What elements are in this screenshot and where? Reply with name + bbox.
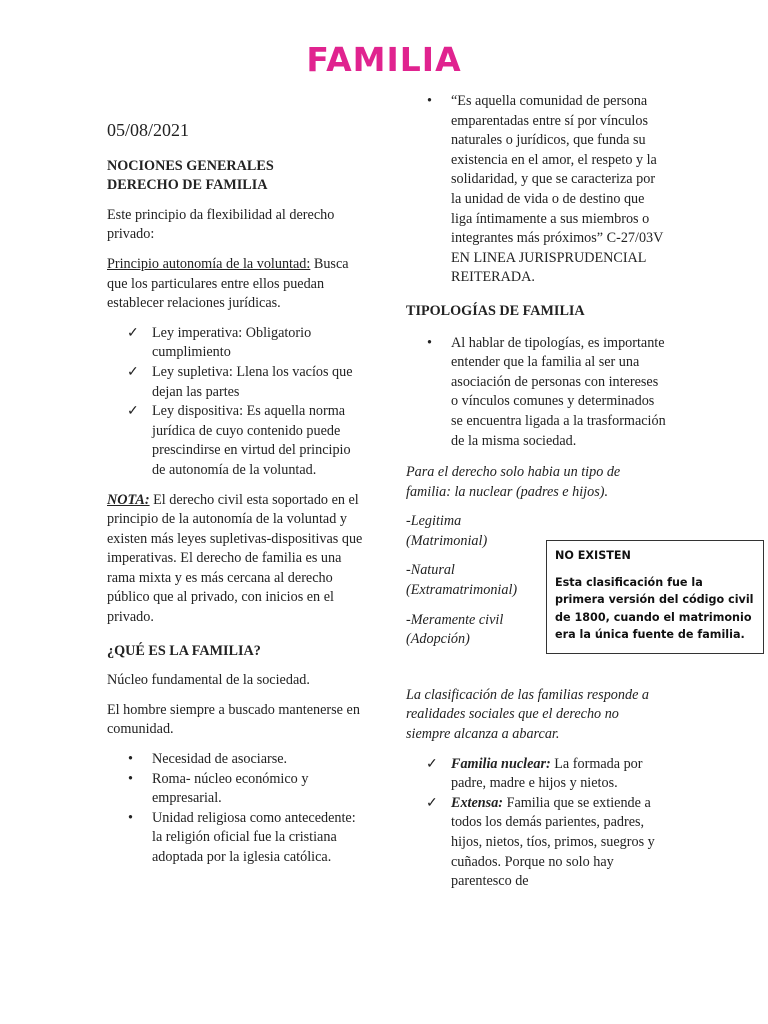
note-box-text: Esta clasificación fue la primera versión del código civil de 1800, cuando el matrimonio era la única fuente de familia. [555,575,754,641]
bullet-icon: • [427,334,432,351]
bullet-icon: • [128,809,133,826]
heading-line-2: DERECHO DE FAMILIA [107,177,268,194]
check-icon: ✓ [127,364,139,380]
list-item-text: Familia que se extiende a todos los demás parientes, padres, hijos, nietos, tíos, primos, suegros y cuñados. Porque no solo hay parentesco de [451,794,655,890]
note-box-title: NO EXISTEN [555,549,631,562]
familia-bullets [107,750,367,868]
type-legitima: -Legitima (Matrimonial) [406,513,488,549]
list-item [107,809,367,868]
list-item [406,755,668,794]
nota-label: NOTA: [107,491,150,508]
family-check-list [406,755,668,892]
section-heading-nociones [107,157,367,196]
section-heading-tipologias: TIPOLOGÍAS DE FAMILIA [406,302,585,319]
paragraph-flexibilidad: Este principio da flexibilidad al derecho privado: [107,206,335,243]
check-icon: ✓ [127,325,139,341]
list-item-text: Roma- núcleo económico y empresarial. [152,770,309,807]
list-item-text: Ley supletiva: Llena los vacíos que dejan las partes [152,363,353,400]
note-box [546,540,764,654]
bullet-icon: • [427,93,432,109]
quote-text: “Es aquella comunidad de persona emparentadas entre sí por vínculos naturales o jurídicos, que funda su existencia en el amor, el respeto y la solidaridad, y que se caracteriza por la unidad de vida o de destino que liga íntimamente a sus miembros o integrantes más próximos” C-27/03V EN LINEA JURISPRUDENCIAL REITERADA. [451,93,664,286]
list-item-text: Unidad religiosa como antecedente: la religión oficial fue la cristiana adoptada por la iglesia católica. [152,809,356,865]
list-item-text: La formada por padre, madre e hijos y nietos. [451,755,643,792]
paragraph-comunidad: El hombre siempre a buscado mantenerse en comunidad. [107,701,360,738]
list-item-text: Necesidad de asociarse. [152,751,288,768]
italic-paragraph-clasificacion: La clasificación de las familias responde a realidades sociales que el derecho no siempre alcanza a abarcar. [406,686,650,743]
page-title: FAMILIA [306,40,462,79]
list-item-text: Al hablar de tipologías, es importante entender que la familia al ser una asociación de personas con intereses o vínculos comunes y determinados se encuentra ligada a la trasformación de la misma sociedad. [451,334,666,449]
list-item [406,334,668,452]
autonomia-text: Busca que los particulares entre ellos puedan establecer relaciones jurídicas. [107,255,349,312]
list-item-text: Ley dispositiva: Es aquella norma jurídica de cuyo contenido puede prescindirse en virtud del principio de autonomía de la voluntad. [152,403,351,478]
nota-paragraph [107,491,367,628]
nota-text: El derecho civil esta soportado en el principio de la autonomía de la voluntad y existen más leyes supletivas-dispositivas que imperativas. El derecho de familia es una rama mixta y es más cercana al derecho público que al privado, con inicios en el privado. [107,491,363,626]
list-item [107,750,367,770]
paragraph-nucleo: Núcleo fundamental de la sociedad. [107,672,310,689]
list-item [107,402,367,480]
type-civil: -Meramente civil (Adopción) [406,611,504,648]
list-item [406,794,668,892]
autonomia-label: Principio autonomía de la voluntad: [107,255,311,272]
paragraph-autonomia [107,255,367,314]
list-item-label: Familia nuclear: [451,755,551,772]
check-icon: ✓ [127,404,139,420]
family-types [406,512,536,650]
check-icon: ✓ [426,795,438,811]
date: 05/08/2021 [107,120,190,140]
bullet-icon: • [128,770,133,787]
italic-paragraph-nuclear: Para el derecho solo habia un tipo de familia: la nuclear (padres e hijos). [406,464,621,500]
quote-list [406,92,668,288]
list-item [107,770,367,809]
right-column [406,92,668,902]
heading-line-1: NOCIONES GENERALES [107,157,274,174]
ley-list [107,324,367,481]
list-item-label: Extensa: [451,794,504,811]
type-natural: -Natural (Extramatrimonial) [406,562,518,599]
section-heading-familia: ¿QUÉ ES LA FAMILIA? [107,642,261,659]
bullet-icon: • [128,751,133,768]
list-item-text: Ley imperativa: Obligatorio cumplimiento [152,324,312,361]
list-item [107,363,367,402]
tipologias-list [406,334,668,452]
left-column [107,121,367,878]
check-icon: ✓ [426,756,438,772]
list-item [107,324,367,363]
list-item [406,92,668,288]
